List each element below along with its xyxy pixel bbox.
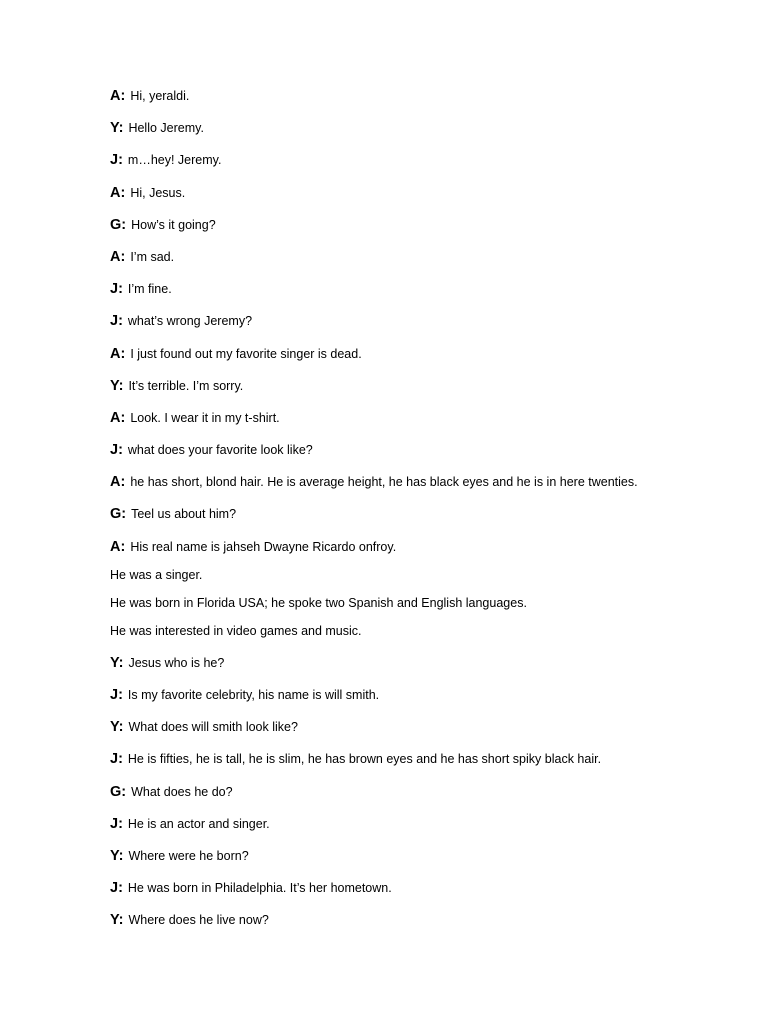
dialogue-line: [110, 623, 730, 640]
dialogue-line: [110, 313, 730, 330]
dialogue-line: [110, 595, 730, 612]
dialogue-line: [110, 880, 730, 897]
speaker-label: A:: [110, 409, 126, 426]
dialogue-line: [110, 217, 730, 234]
line-text: Look. I wear it in my t-shirt.: [130, 410, 280, 425]
line-text: He was born in Florida USA; he spoke two Spanish and English languages.: [110, 595, 527, 610]
dialogue-line: [110, 152, 730, 169]
line-text: What does will smith look like?: [128, 720, 298, 735]
line-text: Hello Jeremy.: [128, 121, 204, 136]
line-text: Teel us about him?: [131, 507, 237, 522]
line-text: what’s wrong Jeremy?: [127, 314, 253, 329]
speaker-label: A:: [110, 345, 126, 362]
line-text: He was a singer.: [110, 567, 203, 582]
line-text: He was interested in video games and music.: [110, 623, 362, 638]
line-text: Where does he live now?: [128, 913, 269, 928]
line-text: what does your favorite look like?: [127, 443, 313, 458]
speaker-label: Y:: [110, 120, 124, 137]
line-text: Is my favorite celebrity, his name is will smith.: [127, 688, 380, 702]
line-text: m…hey! Jeremy.: [127, 153, 222, 168]
line-text: he has short, blond hair. He is average height, he has black eyes and he is in here twenties.: [130, 475, 638, 490]
line-text: Hi, yeraldi.: [130, 89, 190, 103]
speaker-label: J:: [110, 442, 123, 459]
dialogue-line: [110, 281, 730, 298]
line-text: I’m fine.: [127, 282, 172, 297]
speaker-label: Y:: [110, 912, 124, 929]
speaker-label: A:: [110, 474, 126, 491]
dialogue: [110, 88, 730, 945]
speaker-label: A:: [110, 88, 126, 104]
dialogue-line: [110, 719, 730, 736]
dialogue-line: [110, 120, 730, 137]
line-text: What does he do?: [131, 784, 233, 799]
dialogue-line: [110, 784, 730, 801]
line-text: Jesus who is he?: [128, 655, 225, 670]
line-text: Hi, Jesus.: [130, 185, 186, 200]
speaker-label: Y:: [110, 377, 124, 394]
dialogue-line: [110, 474, 730, 491]
line-text: It’s terrible. I’m sorry.: [128, 378, 244, 393]
dialogue-line: [110, 567, 730, 584]
dialogue-line: [110, 442, 730, 459]
speaker-label: J:: [110, 687, 123, 703]
dialogue-line: [110, 185, 730, 202]
dialogue-line: [110, 816, 730, 833]
dialogue-line: [110, 848, 730, 865]
speaker-label: A:: [110, 184, 126, 201]
speaker-label: Y:: [110, 719, 124, 736]
line-text: He was born in Philadelphia. It’s her hometown.: [127, 881, 392, 896]
dialogue-line: [110, 751, 730, 768]
line-text: I’m sad.: [130, 249, 175, 264]
speaker-label: J:: [110, 152, 123, 169]
speaker-label: J:: [110, 751, 123, 768]
line-text: I just found out my favorite singer is dead.: [130, 346, 362, 361]
speaker-label: J:: [110, 281, 123, 298]
speaker-label: G:: [110, 506, 127, 523]
dialogue-line: [110, 655, 730, 672]
speaker-label: J:: [110, 815, 123, 832]
dialogue-line: [110, 539, 730, 556]
line-text: His real name is jahseh Dwayne Ricardo onfroy.: [130, 539, 397, 554]
dialogue-line: [110, 687, 730, 704]
dialogue-line: [110, 506, 730, 523]
dialogue-line: [110, 249, 730, 266]
speaker-label: A:: [110, 538, 126, 555]
line-text: He is an actor and singer.: [127, 816, 270, 831]
speaker-label: G:: [110, 783, 127, 800]
dialogue-line: [110, 912, 730, 929]
speaker-label: J:: [110, 880, 123, 897]
speaker-label: Y:: [110, 654, 124, 671]
speaker-label: J:: [110, 313, 123, 330]
line-text: How’s it going?: [131, 217, 216, 232]
dialogue-line: [110, 410, 730, 427]
dialogue-line: [110, 88, 730, 105]
speaker-label: A:: [110, 248, 126, 265]
speaker-label: Y:: [110, 847, 124, 864]
line-text: He is fifties, he is tall, he is slim, he has brown eyes and he has short spiky black hair.: [127, 752, 602, 767]
dialogue-line: [110, 346, 730, 363]
line-text: Where were he born?: [128, 848, 249, 863]
dialogue-line: [110, 378, 730, 395]
speaker-label: G:: [110, 216, 127, 233]
